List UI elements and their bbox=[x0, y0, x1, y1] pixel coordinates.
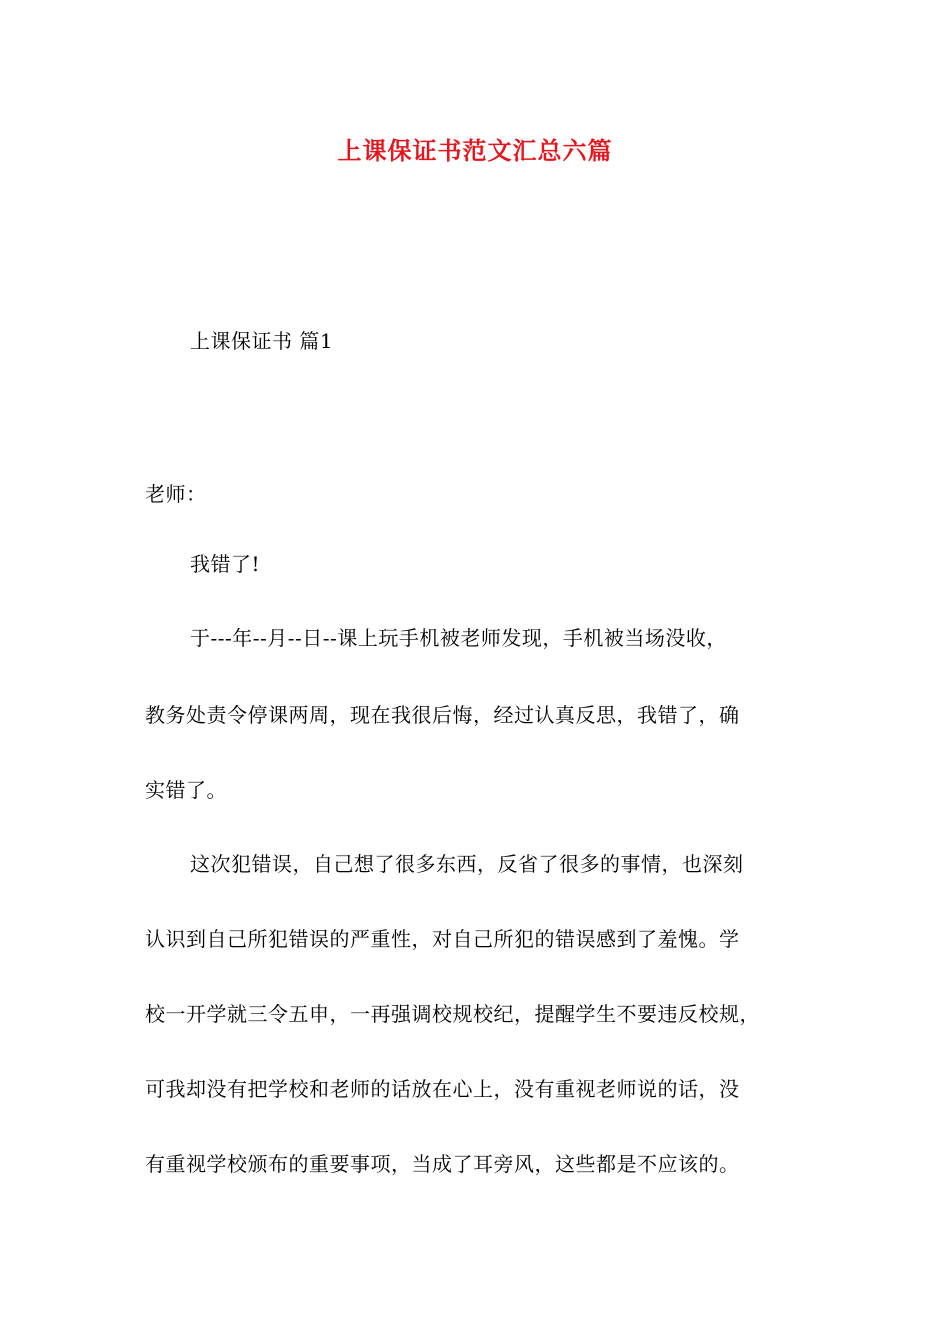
paragraph-line: 实错了。 bbox=[145, 778, 227, 802]
salutation: 老师： bbox=[145, 482, 207, 506]
paragraph-line: 认识到自己所犯错误的严重性，对自己所犯的错误感到了羞愧。学 bbox=[145, 927, 740, 951]
paragraph-line: 校一开学就三令五申，一再强调校规校纪，提醒学生不要违反校规， bbox=[145, 1002, 760, 1026]
paragraph-line: 有重视学校颁布的重要事项，当成了耳旁风，这些都是不应该的。 bbox=[145, 1152, 740, 1176]
paragraph-line: 可我却没有把学校和老师的话放在心上，没有重视老师说的话，没 bbox=[145, 1077, 740, 1101]
paragraph-line: 我错了! bbox=[190, 552, 261, 576]
paragraph-line: 于---年--月--日--课上玩手机被老师发现，手机被当场没收， bbox=[190, 626, 727, 650]
section-heading: 上课保证书 篇1 bbox=[190, 329, 334, 353]
document-title: 上课保证书范文汇总六篇 bbox=[337, 136, 613, 165]
paragraph-line: 这次犯错误，自己想了很多东西，反省了很多的事情，也深刻 bbox=[190, 852, 744, 876]
paragraph-line: 教务处责令停课两周，现在我很后悔，经过认真反思，我错了，确 bbox=[145, 703, 740, 727]
